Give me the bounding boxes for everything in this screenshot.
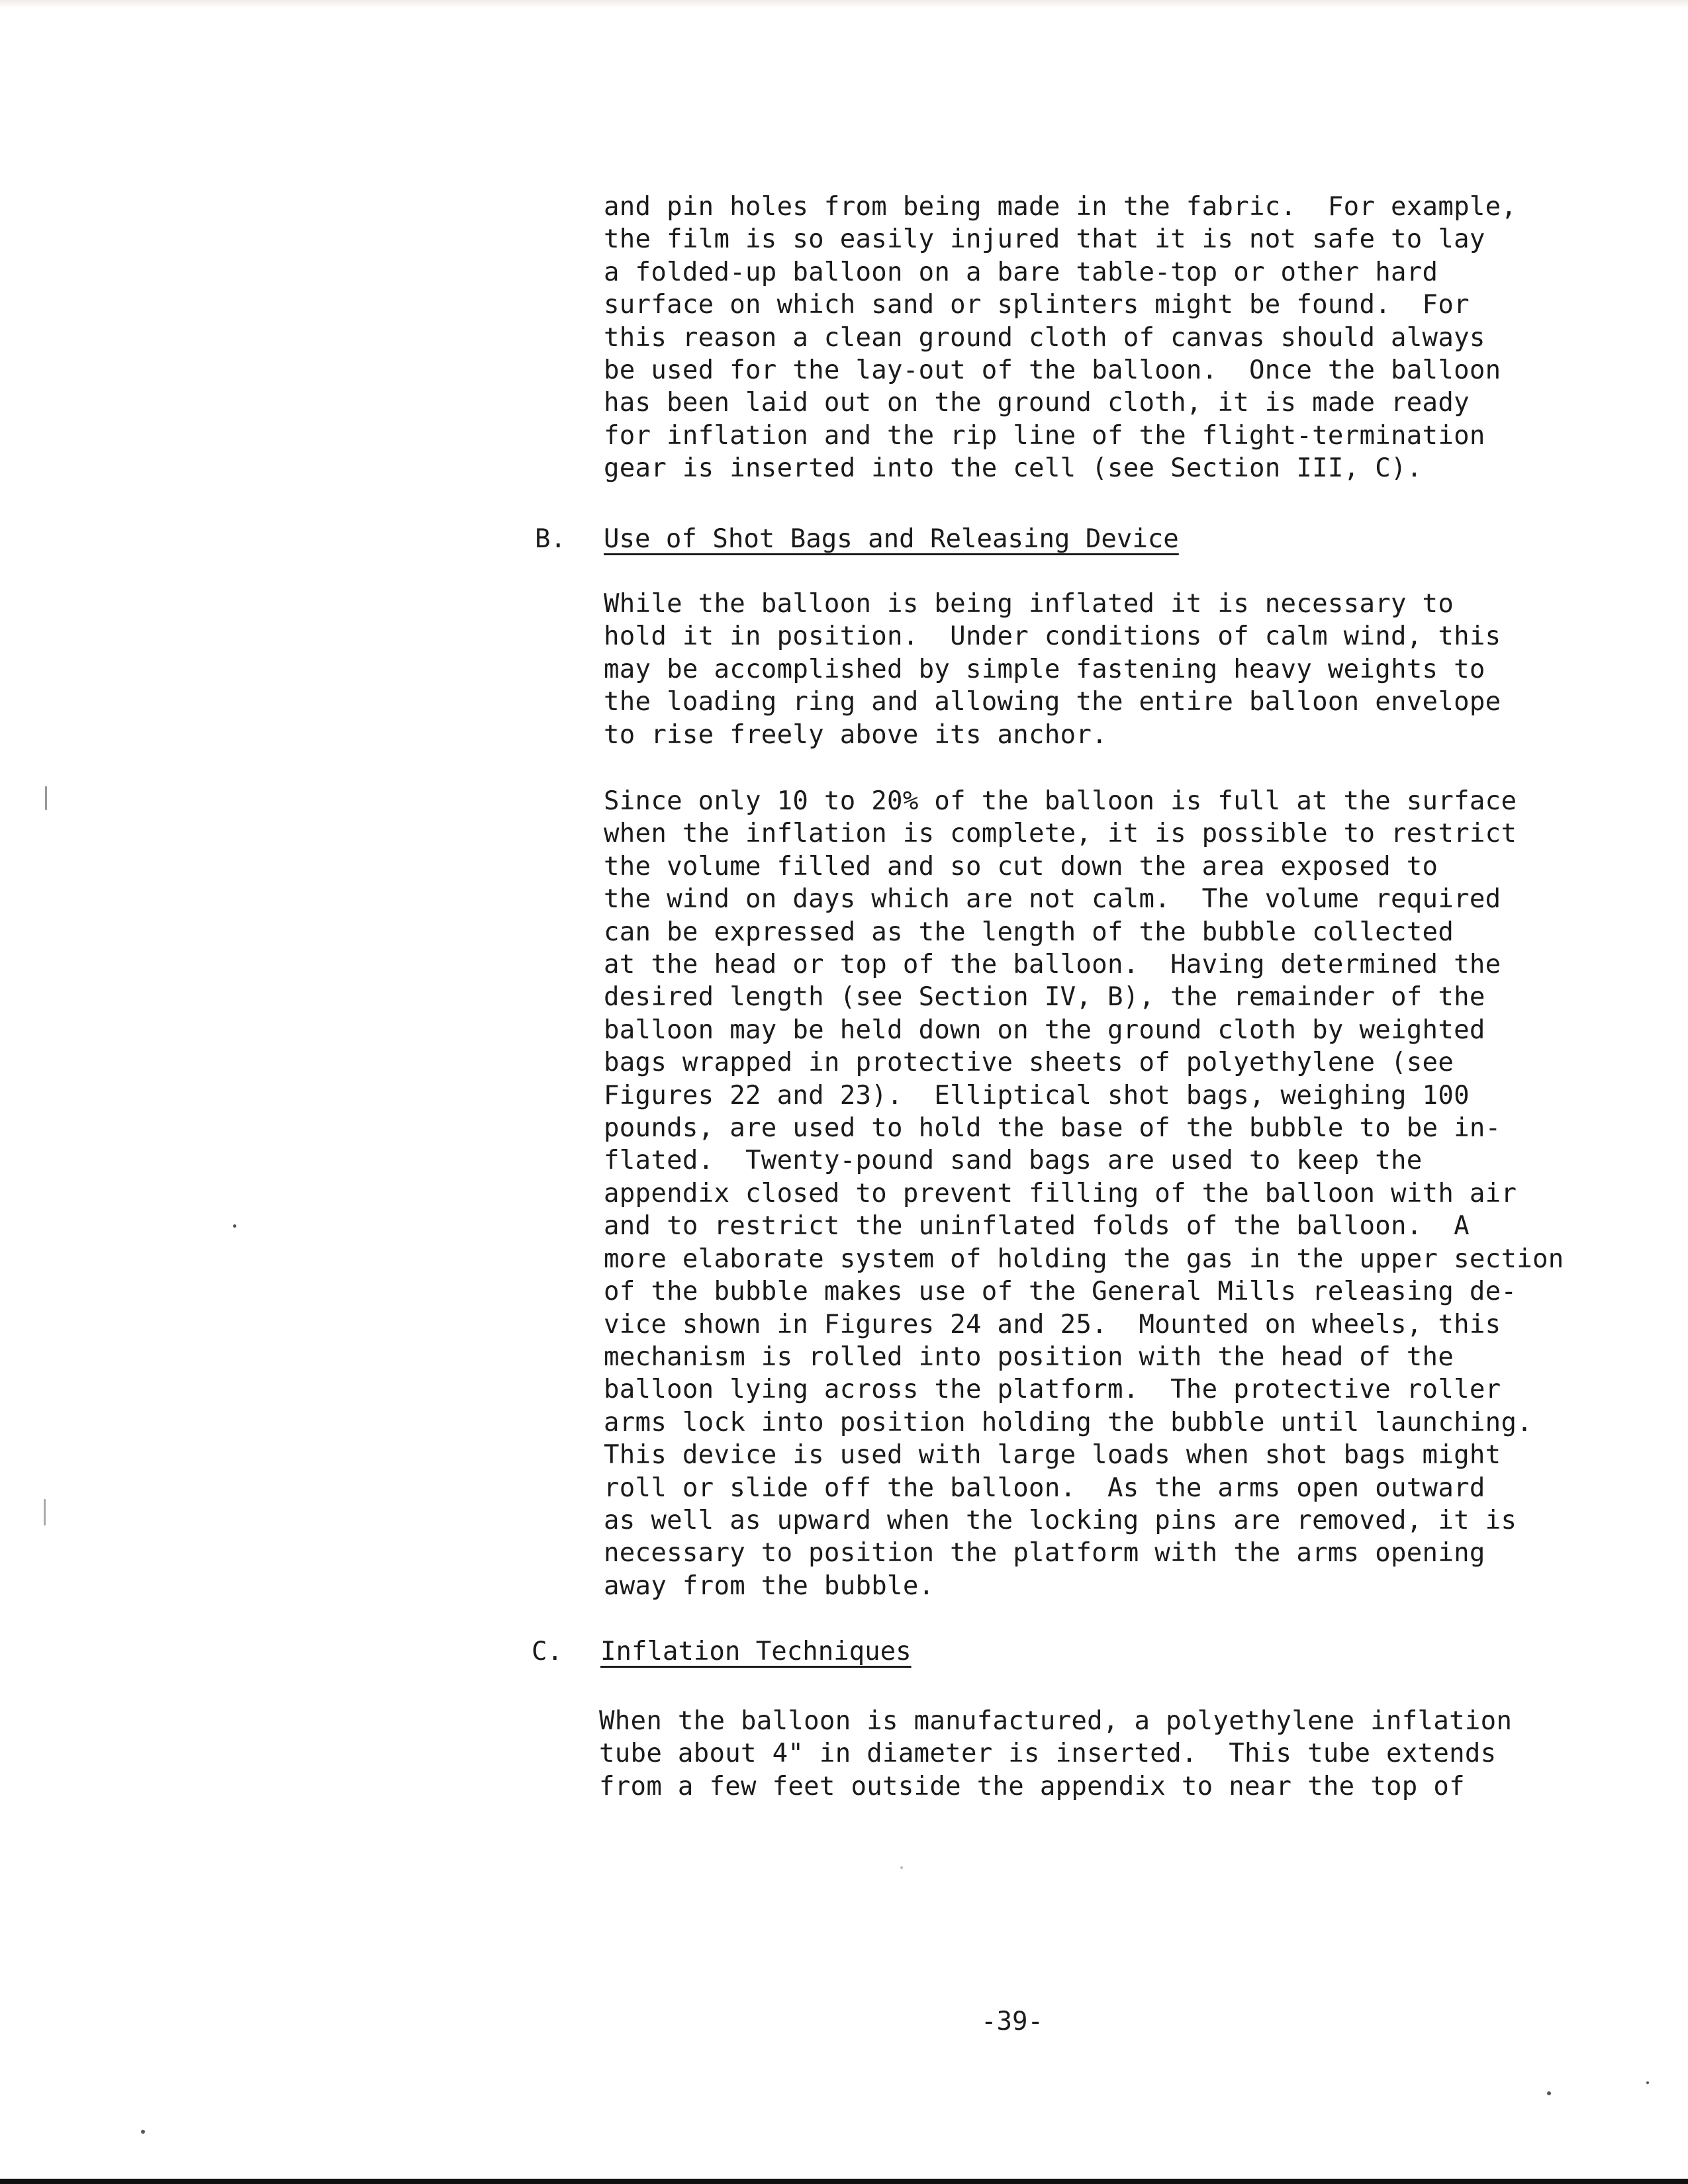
paragraph-inflation-tube: When the balloon is manufactured, a polyethylene inflation tube about 4" in diameter is inserted. This tube extends from a few feet outside the appendix to near the top of [599, 1706, 1513, 1801]
page-number: -39- [981, 2007, 1043, 2036]
section-heading-c [532, 1635, 1326, 1668]
section-heading-b [535, 523, 1329, 556]
section-title-c: Inflation Techniques [600, 1637, 912, 1666]
section-title-b: Use of Shot Bags and Releasing Device [604, 524, 1179, 554]
paragraph-shot-bags: Since only 10 to 20% of the balloon is full at the surface when the inflation is complete, it is possible to restrict the volume filled and so cut down the area exposed to the wind on days which are not calm. The volume required can be expressed as the length of the bubble collected at the head or top of the balloon. Having determined the desired length (see Section IV, B), the remainder of the balloon may be held down on the ground cloth by weighted bags wrapped in protective sheets of polyethylene (see Figures 22 and 23). Elliptical shot bags, weighing 100 pounds, are used to hold the base of the bubble to be in- flated. Twenty-pound sand bags are used to keep the appendix closed to prevent filling of the balloon with air and to restrict the uninflated folds of the balloon. A more elaborate system of holding the gas in the upper section of the bubble makes use of the General Mills releasing de- vice shown in Figures 24 and 25. Mounted on wheels, this mechanism is rolled into position with the head of the balloon lying across the platform. The protective roller arms lock into position holding the bubble until launching. This device is used with large loads when shot bags might roll or slide off the balloon. As the arms open outward as well as upward when the locking pins are removed, it is necessary to position the platform with the arms opening away from the bubble. [604, 786, 1564, 1601]
section-letter-b: B. [535, 524, 566, 554]
scan-mark [45, 786, 47, 810]
scan-speck [1646, 2081, 1649, 2084]
scan-speck [1547, 2091, 1551, 2095]
scan-edge-bottom [0, 2179, 1688, 2184]
section-letter-c: C. [532, 1637, 563, 1666]
scan-speck [141, 2130, 145, 2134]
paragraph-fabric-handling: and pin holes from being made in the fabric. For example, the film is so easily injured that it is not safe to lay a folded-up balloon on a bare table-top or other hard surface on which sand or splinters might be found. For this reason a clean ground cloth of canvas should always be used for the lay-out of the balloon. Once the balloon has been laid out on the ground cloth, it is made ready for inflation and the rip line of the flight-termination gear is inserted into the cell (see Section III, C). [604, 192, 1517, 484]
paragraph-holding-balloon: While the balloon is being inflated it is necessary to hold it in position. Under conditions of calm wind, this may be accomplished by simple fastening heavy weights to the loading ring and allowing the entire balloon envelope to rise freely above its anchor. [604, 589, 1501, 750]
scan-speck [900, 1866, 903, 1869]
scan-speck [233, 1224, 236, 1228]
scan-mark [44, 1499, 46, 1525]
scan-edge-top [0, 0, 1688, 8]
